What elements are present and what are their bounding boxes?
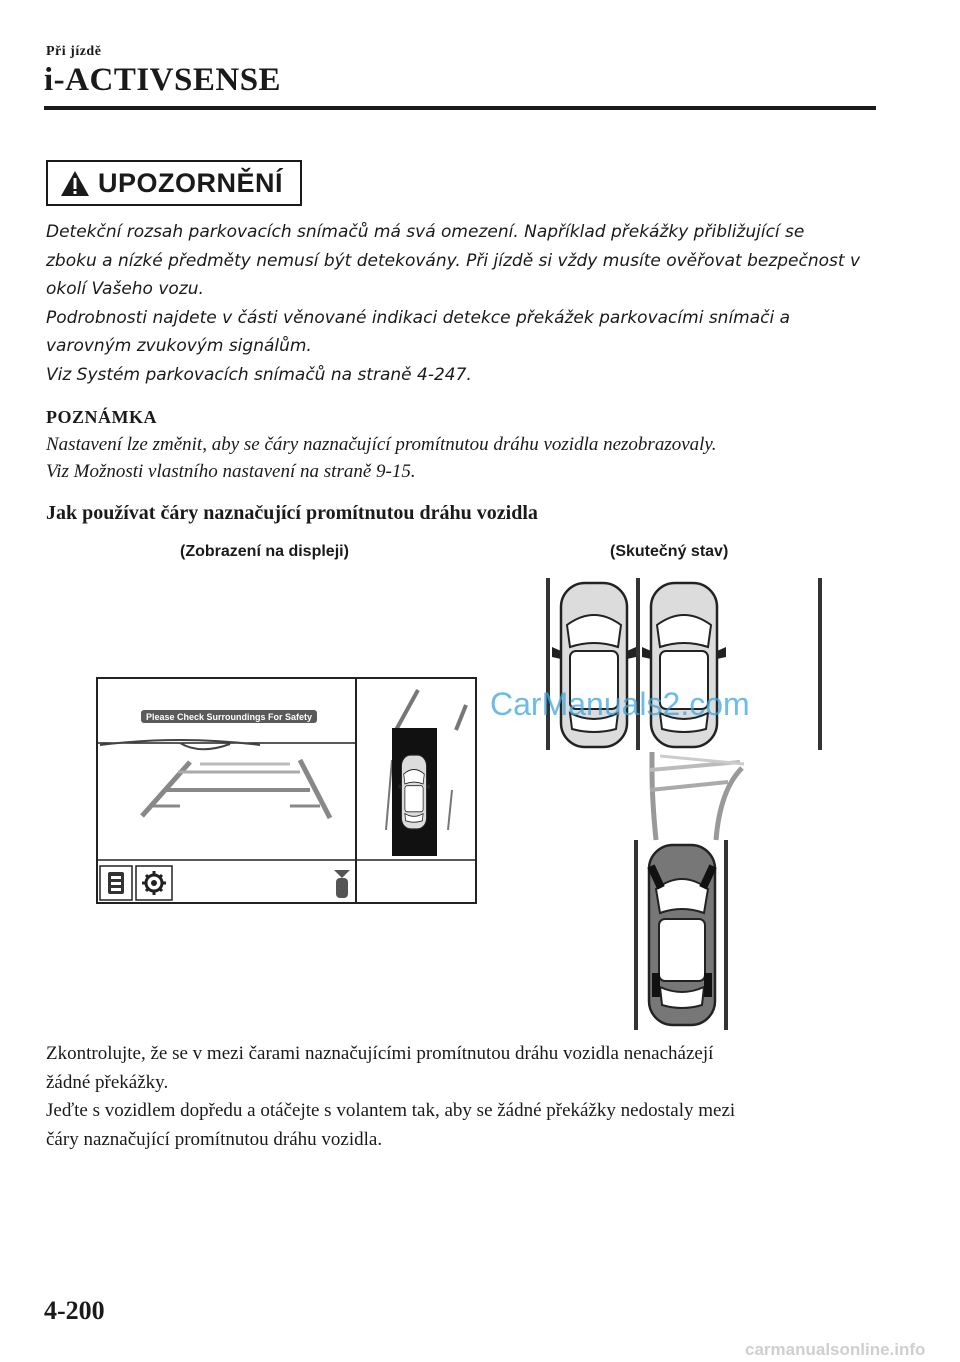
warning-box xyxy=(46,160,302,206)
warning-line: Detekční rozsah parkovacích snímačů má svá omezení. Například překážky přibližující se xyxy=(46,222,805,242)
body-line: Jeďte s vozidlem dopředu a otáčejte s volantem tak, aby se žádné překážky nedostaly mezi xyxy=(46,1100,736,1121)
warning-text xyxy=(46,218,886,389)
footer-url: carmanualsonline.info xyxy=(745,1340,926,1359)
body-line: žádné překážky. xyxy=(46,1071,169,1093)
body-line: čáry naznačující promítnutou dráhu vozidla. xyxy=(46,1128,383,1150)
body-line: Zkontrolujte, že se v mezi čarami naznačujícími promítnutou dráhu vozidla nenacházejí xyxy=(46,1043,714,1064)
note-block xyxy=(46,404,886,485)
subheading: Jak používat čáry naznačující promítnutou dráhu vozidla xyxy=(46,502,538,524)
warning-line: zboku a nízké předměty nemusí být detekovány. Při jízdě si vždy musíte ověřovat bezpečnost v xyxy=(46,250,861,271)
chapter-title: i-ACTIVSENSE xyxy=(44,62,282,98)
figure xyxy=(0,560,960,1040)
caption-actual: (Skutečný stav) xyxy=(610,543,729,560)
warning-line: Viz Systém parkovacích snímačů na straně 4-247. xyxy=(46,364,472,385)
actual-situation xyxy=(546,578,822,1030)
note-line: Nastavení lze změnit, aby se čáry naznačující promítnutou dráhu vozidla nezobrazovaly. xyxy=(46,434,717,455)
screen-banner: Please Check Surroundings For Safety xyxy=(145,712,313,722)
warning-title: UPOZORNĚNÍ xyxy=(98,167,284,198)
watermark: CarManuals2.com xyxy=(490,686,750,722)
warning-line: Podrobnosti najdete v části věnované indikaci detekce překážek parkovacími snímači a xyxy=(46,307,791,328)
note-label: POZNÁMKA xyxy=(46,407,157,427)
warning-line: varovným zvukovým signálům. xyxy=(46,336,312,356)
caption-display: (Zobrazení na displeji) xyxy=(180,543,349,560)
projected-path xyxy=(650,752,744,840)
warning-line: okolí Vašeho vozu. xyxy=(46,279,204,299)
page-number: 4-200 xyxy=(44,1296,105,1325)
camera-switch-icon[interactable] xyxy=(108,872,124,894)
body-text xyxy=(46,1040,886,1154)
warning-icon xyxy=(60,170,90,197)
camera-screen xyxy=(97,678,476,903)
header-rule xyxy=(44,106,876,110)
note-line: Viz Možnosti vlastního nastavení na straně 9-15. xyxy=(46,461,416,482)
section-title: Při jízdě xyxy=(46,44,102,59)
